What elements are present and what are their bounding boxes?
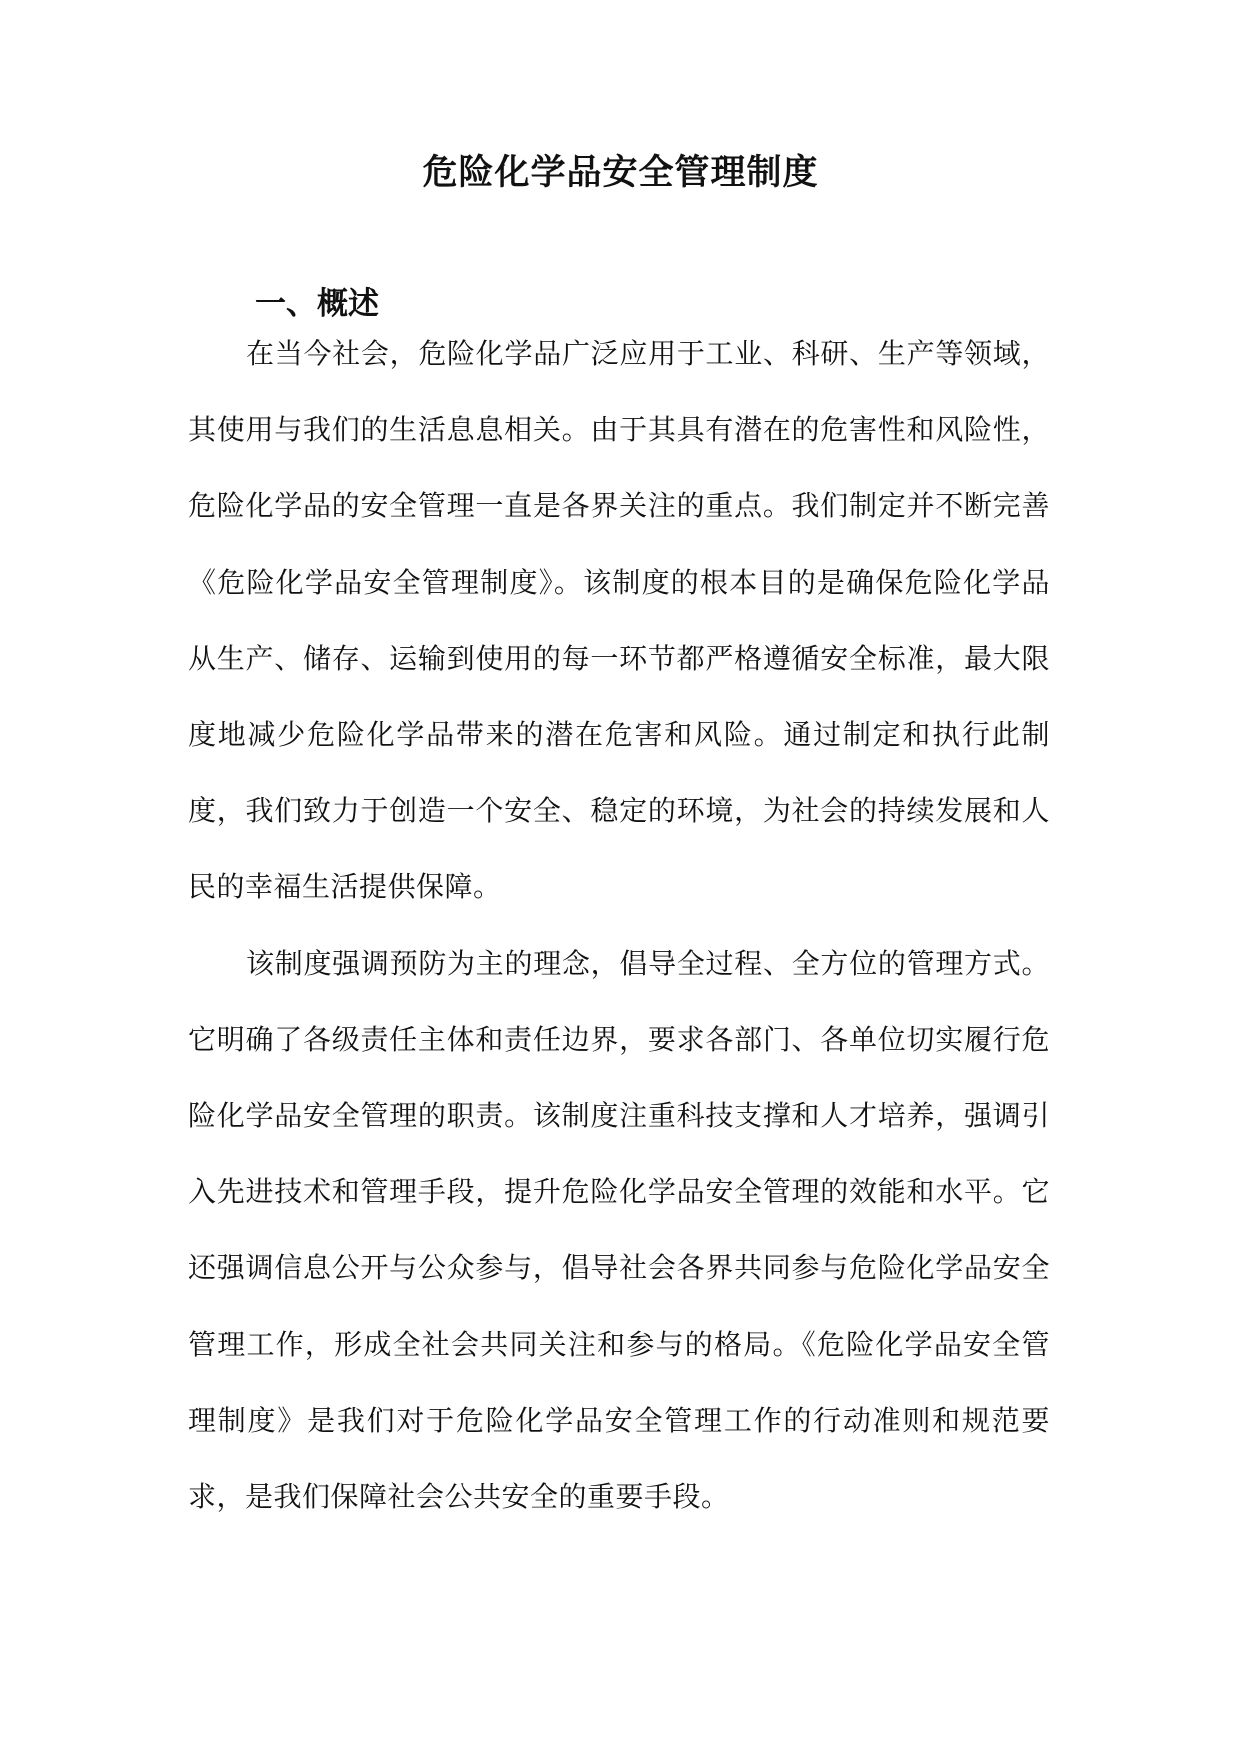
paragraph-1: 在当今社会，危险化学品广泛应用于工业、科研、生产等领域，其使用与我们的生活息息相关。由于其具有潜在的危害性和风险性，危险化学品的安全管理一直是各界关注的重点。我们制定并不断完善《危险化学品安全管理制度》。该制度的根本目的是确保危险化学品从生产、储存、运输到使用的每一环节都严格遵循安全标准，最大限度地减少危险化学品带来的潜在危害和风险。通过制定和执行此制度，我们致力于创造一个安全、稳定的环境，为社会的持续发展和人民的幸福生活提供保障。	[188, 337, 1050, 904]
section-heading-overview: 一、概述	[255, 286, 379, 322]
document-title: 危险化学品安全管理制度	[422, 153, 819, 193]
section-body	[188, 316, 1050, 1535]
paragraph-2: 该制度强调预防为主的理念，倡导全过程、全方位的管理方式。它明确了各级责任主体和责任边界，要求各部门、各单位切实履行危险化学品安全管理的职责。该制度注重科技支撑和人才培养，强调引入先进技术和管理手段，提升危险化学品安全管理的效能和水平。它还强调信息公开与公众参与，倡导社会各界共同参与危险化学品安全管理工作，形成全社会共同关注和参与的格局。《危险化学品安全管理制度》是我们对于危险化学品安全管理工作的行动准则和规范要求，是我们保障社会公共安全的重要手段。	[188, 946, 1050, 1514]
